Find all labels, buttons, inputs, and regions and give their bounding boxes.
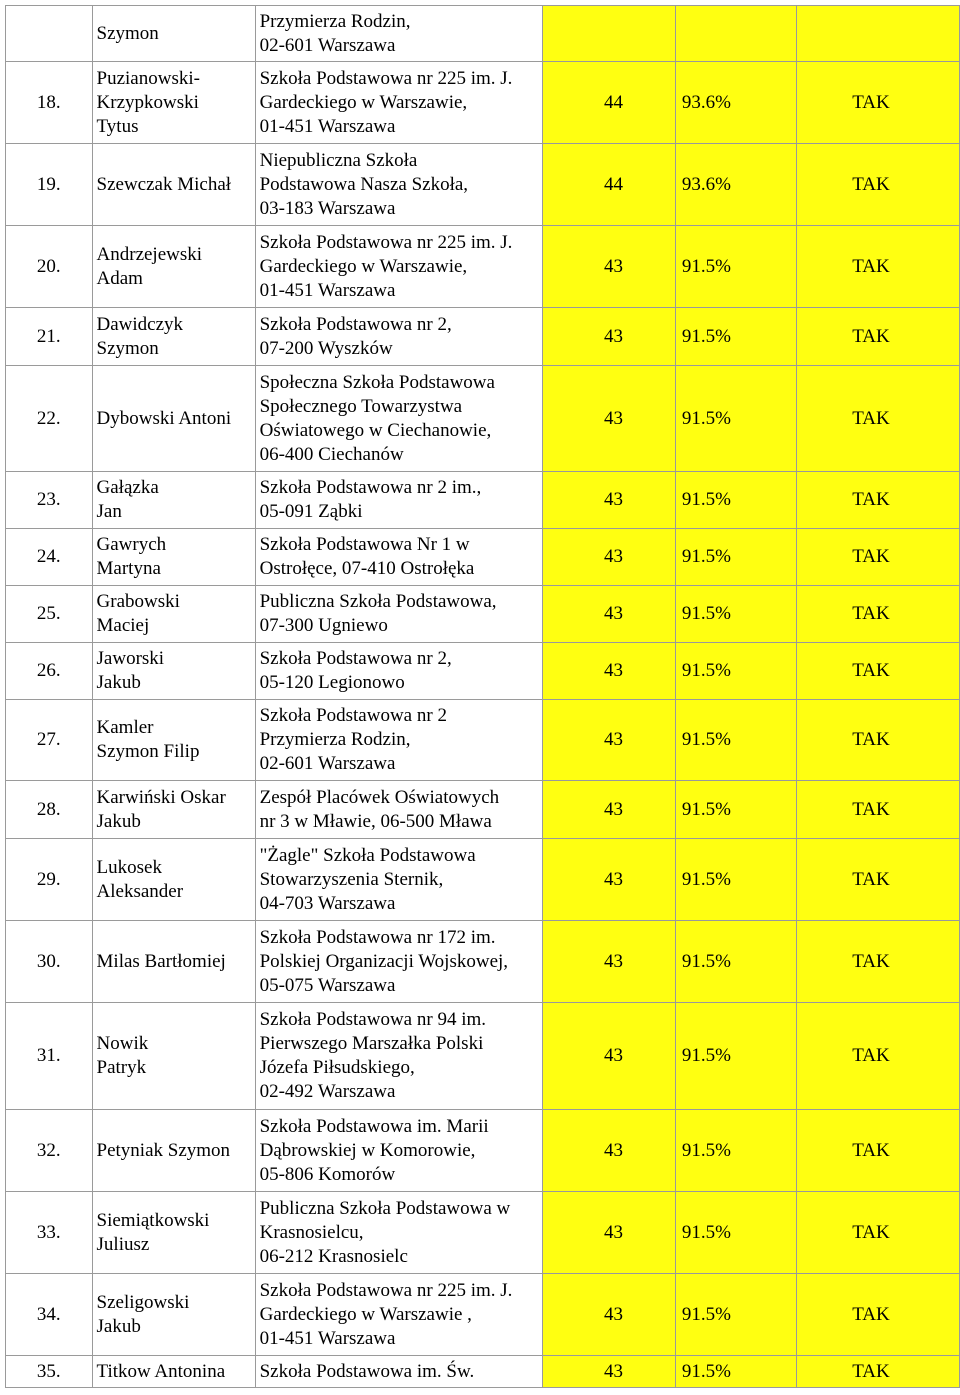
row-number: 29. xyxy=(6,839,93,921)
student-name-text: Milas Bartłomiej xyxy=(96,950,226,972)
table-row xyxy=(6,472,960,529)
score-cell xyxy=(543,366,676,472)
school-name-text: "Żagle" Szkoła Podstawowa Stowarzyszenia Sternik, 04-703 Warszawa xyxy=(259,844,476,914)
score-cell xyxy=(543,6,676,62)
points-value: 43 xyxy=(604,255,624,277)
student-name xyxy=(92,6,255,62)
student-name-text: Szymon xyxy=(96,22,159,44)
school-name xyxy=(255,839,543,921)
student-name xyxy=(92,308,255,366)
student-name xyxy=(92,1356,255,1388)
school-name-text: Szkoła Podstawowa nr 2 Przymierza Rodzin, 02-601 Warszawa xyxy=(259,705,447,774)
table-row xyxy=(6,62,960,144)
table-row xyxy=(6,839,960,921)
table-row xyxy=(6,1356,960,1388)
result-cell xyxy=(796,921,959,1003)
student-name xyxy=(92,529,255,586)
school-name xyxy=(255,226,543,308)
percent-value: 91.5% xyxy=(681,255,731,277)
row-number: 21. xyxy=(6,308,93,366)
row-number: 28. xyxy=(6,781,93,839)
percent-cell xyxy=(675,643,796,700)
school-name xyxy=(255,700,543,781)
student-name-text: Dybowski Antoni xyxy=(96,407,232,429)
percent-value: 91.5% xyxy=(681,546,731,567)
row-number: 30. xyxy=(6,921,93,1003)
result-cell xyxy=(796,1356,959,1388)
row-number: 24. xyxy=(6,529,93,586)
result-cell xyxy=(796,700,959,781)
school-name xyxy=(255,921,543,1003)
percent-cell xyxy=(675,366,796,472)
points-value: 43 xyxy=(604,1045,624,1066)
row-number: 31. xyxy=(6,1003,93,1110)
school-name-text: Szkoła Podstawowa nr 2, 05-120 Legionowo xyxy=(259,648,452,693)
school-name xyxy=(255,62,543,144)
qualified-status: TAK xyxy=(852,91,890,113)
school-name-text: Szkoła Podstawowa nr 225 im. J. Gardeckiego w Warszawie, 01-451 Warszawa xyxy=(259,231,513,301)
student-name-text: Szeligowski Jakub xyxy=(96,1291,190,1337)
table-row xyxy=(6,144,960,226)
school-name xyxy=(255,529,543,586)
percent-cell xyxy=(675,921,796,1003)
points-value: 43 xyxy=(604,1303,624,1325)
table-row xyxy=(6,529,960,586)
table-row xyxy=(6,921,960,1003)
row-number: 33. xyxy=(6,1192,93,1274)
row-number: 18. xyxy=(6,62,93,144)
school-name-text: Szkoła Podstawowa nr 225 im. J. Gardeckiego w Warszawie, 01-451 Warszawa xyxy=(259,67,513,137)
table-row xyxy=(6,1003,960,1110)
result-cell xyxy=(796,1003,959,1110)
points-value: 43 xyxy=(604,546,624,567)
percent-cell xyxy=(675,472,796,529)
qualified-status: TAK xyxy=(852,868,890,890)
score-cell xyxy=(543,1356,676,1388)
percent-value: 91.5% xyxy=(681,1139,731,1161)
result-cell xyxy=(796,366,959,472)
school-name xyxy=(255,781,543,839)
percent-cell xyxy=(675,529,796,586)
score-cell xyxy=(543,144,676,226)
student-name xyxy=(92,472,255,529)
score-cell xyxy=(543,1003,676,1110)
school-name-text: Szkoła Podstawowa nr 2 im., 05-091 Ząbki xyxy=(259,477,482,522)
school-name-text: Publiczna Szkoła Podstawowa w Krasnosielcu, 06-212 Krasnosielc xyxy=(259,1197,511,1267)
table-row xyxy=(6,1274,960,1356)
student-name-text: Lukosek Aleksander xyxy=(96,856,184,902)
percent-value: 93.6% xyxy=(681,91,731,113)
student-name xyxy=(92,839,255,921)
student-name xyxy=(92,921,255,1003)
school-name-text: Szkoła Podstawowa nr 94 im. Pierwszego Marszałka Polski Józefa Piłsudskiego, 02-492 Warszawa xyxy=(259,1009,487,1102)
points-value: 43 xyxy=(604,603,624,624)
student-name-text: Grabowski Maciej xyxy=(96,591,180,636)
table-row xyxy=(6,586,960,643)
school-name xyxy=(255,1274,543,1356)
percent-cell xyxy=(675,839,796,921)
student-name-text: Puzianowski- Krzypkowski Tytus xyxy=(96,67,200,137)
score-cell xyxy=(543,781,676,839)
percent-value: 91.5% xyxy=(681,407,731,429)
result-cell xyxy=(796,62,959,144)
row-number: 27. xyxy=(6,700,93,781)
student-name xyxy=(92,1003,255,1110)
percent-value: 91.5% xyxy=(681,1303,731,1325)
student-name-text: Szewczak Michał xyxy=(96,173,232,195)
score-cell xyxy=(543,226,676,308)
score-cell xyxy=(543,586,676,643)
student-name xyxy=(92,586,255,643)
score-cell xyxy=(543,472,676,529)
percent-value: 91.5% xyxy=(681,729,731,750)
row-number: 26. xyxy=(6,643,93,700)
results-table-body xyxy=(6,6,960,1388)
student-name-text: Jaworski Jakub xyxy=(96,648,165,693)
row-number: 32. xyxy=(6,1110,93,1192)
row-number: 22. xyxy=(6,366,93,472)
percent-cell xyxy=(675,1003,796,1110)
points-value: 43 xyxy=(604,1221,624,1243)
results-table xyxy=(5,5,960,1388)
school-name-text: Szkoła Podstawowa nr 172 im. Polskiej Organizacji Wojskowej, 05-075 Warszawa xyxy=(259,926,509,996)
row-number: 25. xyxy=(6,586,93,643)
school-name-text: Szkoła Podstawowa Nr 1 w Ostrołęce, 07-410 Ostrołęka xyxy=(259,534,475,579)
row-number xyxy=(6,6,93,62)
school-name xyxy=(255,308,543,366)
school-name xyxy=(255,144,543,226)
result-cell xyxy=(796,1192,959,1274)
table-row xyxy=(6,700,960,781)
percent-cell xyxy=(675,1356,796,1388)
percent-value: 91.5% xyxy=(681,798,731,820)
percent-value: 91.5% xyxy=(681,603,731,624)
qualified-status: TAK xyxy=(852,950,890,972)
table-row xyxy=(6,366,960,472)
table-row xyxy=(6,781,960,839)
score-cell xyxy=(543,1192,676,1274)
school-name-text: Społeczna Szkoła Podstawowa Społecznego Towarzystwa Oświatowego w Ciechanowie, 06-400 Ciechanów xyxy=(259,371,495,465)
row-number: 35. xyxy=(6,1356,93,1388)
school-name-text: Szkoła Podstawowa im. Św. xyxy=(259,1360,475,1382)
student-name-text: Gawrych Martyna xyxy=(96,534,167,579)
school-name xyxy=(255,586,543,643)
result-cell xyxy=(796,529,959,586)
percent-value: 91.5% xyxy=(681,1045,731,1066)
result-cell xyxy=(796,308,959,366)
percent-cell xyxy=(675,144,796,226)
student-name-text: Andrzejewski Adam xyxy=(96,243,203,289)
school-name-text: Szkoła Podstawowa nr 225 im. J. Gardeckiego w Warszawie , 01-451 Warszawa xyxy=(259,1279,513,1349)
percent-cell xyxy=(675,62,796,144)
school-name-text: Niepubliczna Szkoła Podstawowa Nasza Szkoła, 03-183 Warszawa xyxy=(259,149,469,219)
table-row xyxy=(6,1110,960,1192)
qualified-status: TAK xyxy=(852,1303,890,1325)
points-value: 43 xyxy=(604,407,624,429)
student-name xyxy=(92,781,255,839)
percent-cell xyxy=(675,1110,796,1192)
student-name xyxy=(92,226,255,308)
points-value: 43 xyxy=(604,489,624,510)
percent-value: 91.5% xyxy=(681,489,731,510)
row-number: 34. xyxy=(6,1274,93,1356)
student-name-text: Siemiątkowski Juliusz xyxy=(96,1209,210,1255)
percent-value: 91.5% xyxy=(681,660,731,681)
result-cell xyxy=(796,226,959,308)
student-name-text: Kamler Szymon Filip xyxy=(96,717,200,762)
points-value: 43 xyxy=(604,1360,624,1382)
points-value: 44 xyxy=(604,91,624,113)
percent-cell xyxy=(675,1274,796,1356)
points-value: 43 xyxy=(604,660,624,681)
percent-cell xyxy=(675,226,796,308)
percent-cell xyxy=(675,6,796,62)
school-name-text: Szkoła Podstawowa nr 2, 07-200 Wyszków xyxy=(259,313,452,359)
table-row xyxy=(6,643,960,700)
student-name xyxy=(92,700,255,781)
result-cell xyxy=(796,144,959,226)
school-name-text: Szkoła Podstawowa im. Marii Dąbrowskiej w Komorowie, 05-806 Komorów xyxy=(259,1115,489,1185)
score-cell xyxy=(543,62,676,144)
school-name-text: Publiczna Szkoła Podstawowa, 07-300 Ugniewo xyxy=(259,591,497,636)
school-name xyxy=(255,1003,543,1110)
table-row xyxy=(6,226,960,308)
score-cell xyxy=(543,921,676,1003)
points-value: 43 xyxy=(604,868,624,890)
result-cell xyxy=(796,839,959,921)
percent-value: 91.5% xyxy=(681,868,731,890)
school-name xyxy=(255,6,543,62)
percent-cell xyxy=(675,781,796,839)
score-cell xyxy=(543,308,676,366)
points-value: 43 xyxy=(604,950,624,972)
points-value: 43 xyxy=(604,325,624,347)
percent-value: 91.5% xyxy=(681,1360,731,1382)
student-name-text: Nowik Patryk xyxy=(96,1033,149,1078)
result-cell xyxy=(796,1110,959,1192)
score-cell xyxy=(543,1110,676,1192)
row-number: 20. xyxy=(6,226,93,308)
result-cell xyxy=(796,643,959,700)
row-number: 19. xyxy=(6,144,93,226)
student-name xyxy=(92,643,255,700)
table-row xyxy=(6,1192,960,1274)
school-name xyxy=(255,643,543,700)
percent-cell xyxy=(675,308,796,366)
qualified-status: TAK xyxy=(852,173,890,195)
result-cell xyxy=(796,1274,959,1356)
percent-value: 93.6% xyxy=(681,173,731,195)
school-name xyxy=(255,1192,543,1274)
student-name xyxy=(92,1274,255,1356)
school-name xyxy=(255,366,543,472)
student-name-text: Titkow Antonina xyxy=(96,1360,226,1382)
table-row xyxy=(6,6,960,62)
score-cell xyxy=(543,839,676,921)
student-name xyxy=(92,144,255,226)
school-name xyxy=(255,472,543,529)
student-name-text: Dawidczyk Szymon xyxy=(96,313,184,359)
qualified-status: TAK xyxy=(852,489,890,510)
result-cell xyxy=(796,472,959,529)
result-cell xyxy=(796,586,959,643)
school-name-text: Przymierza Rodzin, 02-601 Warszawa xyxy=(259,10,411,56)
qualified-status: TAK xyxy=(852,407,890,429)
percent-value: 91.5% xyxy=(681,1221,731,1243)
points-value: 43 xyxy=(604,729,624,750)
qualified-status: TAK xyxy=(852,1221,890,1243)
percent-value: 91.5% xyxy=(681,325,731,347)
qualified-status: TAK xyxy=(852,325,890,347)
student-name xyxy=(92,1192,255,1274)
qualified-status: TAK xyxy=(852,1139,890,1161)
row-number: 23. xyxy=(6,472,93,529)
student-name xyxy=(92,62,255,144)
result-cell xyxy=(796,781,959,839)
score-cell xyxy=(543,1274,676,1356)
percent-value: 91.5% xyxy=(681,950,731,972)
score-cell xyxy=(543,529,676,586)
student-name xyxy=(92,1110,255,1192)
school-name xyxy=(255,1110,543,1192)
percent-cell xyxy=(675,1192,796,1274)
score-cell xyxy=(543,700,676,781)
qualified-status: TAK xyxy=(852,255,890,277)
qualified-status: TAK xyxy=(852,729,890,750)
result-cell xyxy=(796,6,959,62)
qualified-status: TAK xyxy=(852,660,890,681)
student-name-text: Gałązka Jan xyxy=(96,477,159,522)
points-value: 43 xyxy=(604,798,624,820)
qualified-status: TAK xyxy=(852,1045,890,1066)
points-value: 43 xyxy=(604,1139,624,1161)
school-name-text: Zespół Placówek Oświatowych nr 3 w Mławie, 06-500 Mława xyxy=(259,786,500,832)
qualified-status: TAK xyxy=(852,1360,890,1382)
qualified-status: TAK xyxy=(852,603,890,624)
percent-cell xyxy=(675,700,796,781)
student-name-text: Petyniak Szymon xyxy=(96,1139,231,1161)
school-name xyxy=(255,1356,543,1388)
points-value: 44 xyxy=(604,173,624,195)
percent-cell xyxy=(675,586,796,643)
student-name xyxy=(92,366,255,472)
score-cell xyxy=(543,643,676,700)
table-row xyxy=(6,308,960,366)
qualified-status: TAK xyxy=(852,798,890,820)
qualified-status: TAK xyxy=(852,546,890,567)
student-name-text: Karwiński Oskar Jakub xyxy=(96,786,226,832)
